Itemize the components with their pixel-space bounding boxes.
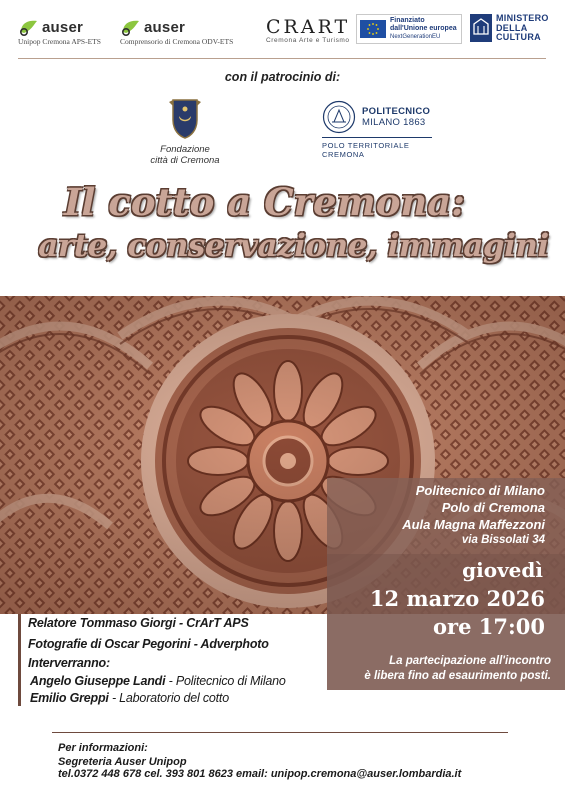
politecnico-line-1: POLITECNICO <box>362 106 431 117</box>
speaker-greppi-name: Emilio Greppi <box>30 691 109 705</box>
politecnico-line-3: POLO TERRITORIALE <box>322 141 410 150</box>
speaker-landi-role: - Politecnico di Milano <box>165 674 286 688</box>
speaker-landi <box>30 674 286 688</box>
eu-line-1: Finanziato <box>390 17 425 24</box>
speakers-interverranno: Interverranno: <box>28 656 110 670</box>
info-org: Segreteria Auser Unipop <box>58 756 187 768</box>
auser-name: auser <box>42 18 84 36</box>
info-contacts: tel.0372 448 678 cel. 393 801 8623 email: unipop.cremona@auser.lombardia.it <box>58 768 462 780</box>
politecnico-seal-icon <box>322 100 356 134</box>
fondazione-line-2: città di Cremona <box>150 155 220 166</box>
auser-subtitle: Unipop Cremona APS-ETS <box>18 37 101 46</box>
eu-line-3: NextGenerationEU <box>390 34 441 40</box>
speaker-relatore: Relatore Tommaso Giorgi - CrArT APS <box>28 616 249 630</box>
ministero-emblem-icon <box>470 14 492 42</box>
note-line-1: La partecipazione all'incontro <box>389 655 551 667</box>
footer-divider <box>52 732 508 733</box>
auser-comprensorio-logo <box>120 18 233 46</box>
eu-line-2: dall'Unione europea <box>390 25 457 32</box>
politecnico-logo <box>322 100 432 159</box>
politecnico-line-2: MILANO 1863 <box>362 117 426 128</box>
auser-leaf-icon <box>120 18 142 36</box>
event-date: 12 marzo 2026 <box>369 586 545 611</box>
crart-logo <box>266 16 351 44</box>
auser-leaf-icon <box>18 18 40 36</box>
speaker-fotografie: Fotografie di Oscar Pegorini - Adverphoto <box>28 637 269 651</box>
info-heading: Per informazioni: <box>58 742 148 754</box>
auser-unipop-logo <box>18 18 101 46</box>
venue-line-1: Politecnico di Milano <box>415 483 545 498</box>
crart-name: CRART <box>266 16 351 38</box>
title-line-2: arte, conservazione, immagini <box>38 228 549 264</box>
crart-subtitle: Cremona Arte e Turismo <box>266 37 350 44</box>
politecnico-line-4: CREMONA <box>322 150 365 159</box>
eu-flag-icon <box>360 20 386 38</box>
politecnico-divider <box>322 137 432 138</box>
title-line-1: Il cotto a Cremona: <box>64 180 465 224</box>
header-divider <box>18 58 546 59</box>
cremona-crest-icon <box>165 96 205 140</box>
eu-funding-logo <box>356 14 462 44</box>
fondazione-line-1: Fondazione <box>160 144 210 155</box>
speakers-accent-bar <box>18 614 21 706</box>
auser-name: auser <box>144 18 186 36</box>
ministero-line-3: CULTURA <box>496 32 541 42</box>
ministero-cultura-logo <box>470 14 549 43</box>
speaker-greppi <box>30 691 229 705</box>
speaker-landi-name: Angelo Giuseppe Landi <box>30 674 166 688</box>
event-time: ore 17:00 <box>433 614 545 639</box>
fondazione-logo <box>145 96 225 166</box>
ministero-line-2: DELLA <box>496 22 528 33</box>
speaker-greppi-role: - Laboratorio del cotto <box>108 691 229 705</box>
venue-address: via Bissolati 34 <box>461 534 545 546</box>
venue-line-2: Polo di Cremona <box>441 500 545 515</box>
patronage-heading: con il patrocinio di: <box>224 70 341 84</box>
note-line-2: è libera fino ad esaurimento posti. <box>364 670 551 682</box>
ministero-line-1: MINISTERO <box>496 13 549 23</box>
event-day: giovedì <box>462 558 543 582</box>
auser-subtitle: Comprensorio di Cremona ODV-ETS <box>120 37 234 46</box>
venue-line-3: Aula Magna Maffezzoni <box>402 517 545 532</box>
